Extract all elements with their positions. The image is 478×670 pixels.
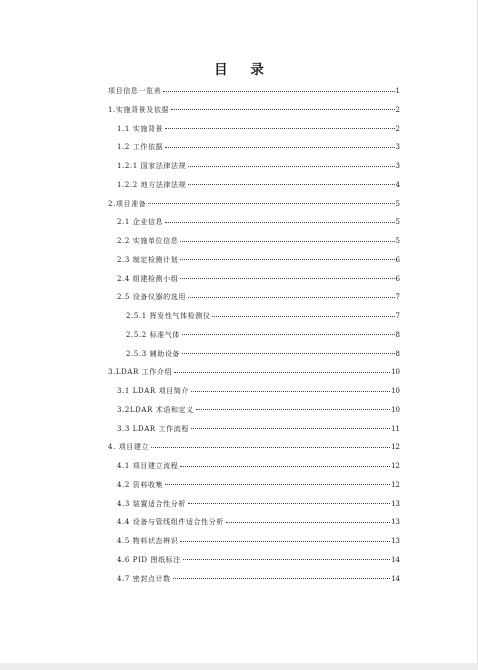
toc-dot-leader <box>226 522 390 523</box>
toc-entry[interactable] <box>108 326 400 345</box>
toc-entry-page-number: 13 <box>391 499 400 508</box>
toc-entry-page-number: 2 <box>395 105 400 114</box>
toc-entry[interactable] <box>108 382 400 401</box>
toc-entry-title: 3.LDAR 工作介绍 <box>108 368 173 377</box>
toc-entry[interactable] <box>108 307 400 326</box>
toc-dot-leader <box>174 372 390 373</box>
toc-entry-page-number: 13 <box>391 518 400 527</box>
toc-entry[interactable] <box>108 176 400 195</box>
toc-entry-title: 项目信息一览表 <box>108 87 162 95</box>
toc-dot-leader <box>148 203 394 204</box>
toc-entry[interactable] <box>108 288 400 307</box>
toc-dot-leader <box>182 353 394 354</box>
toc-entry-title: 2.5.1 挥发性气体检测仪 <box>126 312 211 320</box>
toc-entry-title: 2.2 实施单位信息 <box>117 237 179 245</box>
toc-entry-page-number: 7 <box>395 312 400 320</box>
toc-dot-leader <box>165 128 394 129</box>
toc-dot-leader <box>188 503 390 504</box>
toc-entry-page-number: 4 <box>395 180 400 189</box>
toc-entry-page-number: 14 <box>391 555 400 564</box>
toc-dot-leader <box>188 184 394 185</box>
toc-entry-title: 1.2.2 地方法律法规 <box>117 180 187 189</box>
toc-entry[interactable] <box>108 438 400 457</box>
toc-entry-title: 4.1 项目建立流程 <box>117 462 179 470</box>
toc-dot-leader <box>165 147 394 148</box>
toc-entry-page-number: 10 <box>391 368 400 377</box>
toc-dot-leader <box>165 222 394 223</box>
toc-entry[interactable] <box>108 532 400 551</box>
toc-entry-title: 3.1 LDAR 项目简介 <box>117 387 189 395</box>
toc-entry[interactable] <box>108 195 400 214</box>
toc-entry-title: 4.3 装置适合性分析 <box>117 499 186 508</box>
toc-entry-title: 2.项目准备 <box>108 199 147 208</box>
toc-entry-title: 2.1 企业信息 <box>117 218 164 227</box>
toc-entry-page-number: 6 <box>395 274 400 283</box>
toc-dot-leader <box>180 259 394 260</box>
page-bottom-gap <box>0 663 478 670</box>
toc-entry-page-number: 2 <box>395 124 400 133</box>
toc-entry-title: 2.5 设备仪器的选用 <box>117 293 186 302</box>
toc-entry-page-number: 13 <box>391 537 400 545</box>
toc-entry-title: 4.6 PID 图纸标注 <box>117 555 181 564</box>
toc-dot-leader <box>165 484 390 485</box>
toc-entry-title: 2.5.3 辅助设备 <box>126 349 181 358</box>
toc-entry-page-number: 5 <box>395 218 400 227</box>
toc-entry-title: 1.实施背景及依据 <box>108 105 170 114</box>
toc-entry-page-number: 7 <box>395 293 400 302</box>
toc-entry[interactable] <box>108 232 400 251</box>
table-of-contents <box>108 82 400 588</box>
toc-dot-leader <box>180 541 390 542</box>
toc-entry-page-number: 11 <box>391 424 400 433</box>
toc-entry-page-number: 12 <box>391 443 400 452</box>
toc-entry[interactable] <box>108 345 400 364</box>
toc-dot-leader <box>171 109 394 110</box>
toc-entry-page-number: 14 <box>391 574 400 583</box>
toc-dot-leader <box>173 578 390 579</box>
toc-entry-title: 4.5 物料状态辨识 <box>117 537 179 545</box>
toc-entry-title: 4. 项目建立 <box>108 443 150 452</box>
toc-entry-title: 3.2LDAR 术语和定义 <box>117 405 194 414</box>
toc-entry-title: 1.2 工作依据 <box>117 143 164 152</box>
toc-dot-leader <box>188 297 395 298</box>
toc-entry[interactable] <box>108 513 400 532</box>
toc-entry[interactable] <box>108 120 400 139</box>
toc-entry-page-number: 5 <box>395 199 400 208</box>
toc-entry-page-number: 1 <box>395 87 400 95</box>
toc-dot-leader <box>212 316 394 317</box>
toc-dot-leader <box>191 391 390 392</box>
toc-entry[interactable] <box>108 213 400 232</box>
toc-entry[interactable] <box>108 138 400 157</box>
toc-entry-page-number: 3 <box>395 162 400 170</box>
toc-entry[interactable] <box>108 551 400 570</box>
toc-entry[interactable] <box>108 495 400 514</box>
toc-dot-leader <box>182 334 394 335</box>
toc-entry-title: 3.3 LDAR 工作流程 <box>117 424 189 433</box>
toc-entry[interactable] <box>108 457 400 476</box>
toc-entry-page-number: 8 <box>395 330 400 339</box>
toc-entry[interactable] <box>108 476 400 495</box>
toc-entry-title: 4.4 设备与管线组件适合性分析 <box>117 518 224 527</box>
toc-entry-title: 4.7 密封点计数 <box>117 574 171 583</box>
toc-entry-title: 2.3 制定检测计划 <box>117 255 179 264</box>
toc-entry[interactable] <box>108 570 400 589</box>
toc-entry[interactable] <box>108 270 400 289</box>
toc-entry[interactable] <box>108 420 400 439</box>
toc-entry-title: 1.1 实施背景 <box>117 124 164 133</box>
toc-dot-leader <box>151 447 390 448</box>
page-title: 目 录 <box>214 62 273 78</box>
toc-entry-page-number: 5 <box>395 237 400 245</box>
toc-entry-page-number: 3 <box>395 143 400 152</box>
toc-entry-title: 2.4 组建检测小组 <box>117 274 179 283</box>
toc-entry[interactable] <box>108 401 400 420</box>
toc-entry-title: 2.5.2 标准气体 <box>126 330 181 339</box>
toc-entry-page-number: 8 <box>395 349 400 358</box>
toc-entry-page-number: 12 <box>391 480 400 489</box>
toc-entry[interactable] <box>108 157 400 176</box>
toc-dot-leader <box>180 278 394 279</box>
toc-entry[interactable] <box>108 363 400 382</box>
toc-entry-title: 1.2.1 国家法律法规 <box>117 162 187 170</box>
toc-dot-leader <box>183 559 390 560</box>
toc-dot-leader <box>196 409 390 410</box>
toc-dot-leader <box>180 466 390 467</box>
toc-entry-title: 4.2 资料收集 <box>117 480 164 489</box>
toc-dot-leader <box>191 428 390 429</box>
toc-entry-page-number: 10 <box>391 405 400 414</box>
toc-entry-page-number: 6 <box>395 255 400 264</box>
toc-entry-page-number: 10 <box>391 387 400 395</box>
toc-dot-leader <box>188 166 394 167</box>
toc-entry[interactable] <box>108 82 400 101</box>
toc-entry[interactable] <box>108 251 400 270</box>
toc-dot-leader <box>180 241 394 242</box>
toc-entry[interactable] <box>108 101 400 120</box>
toc-dot-leader <box>163 91 394 92</box>
toc-entry-page-number: 12 <box>391 462 400 470</box>
